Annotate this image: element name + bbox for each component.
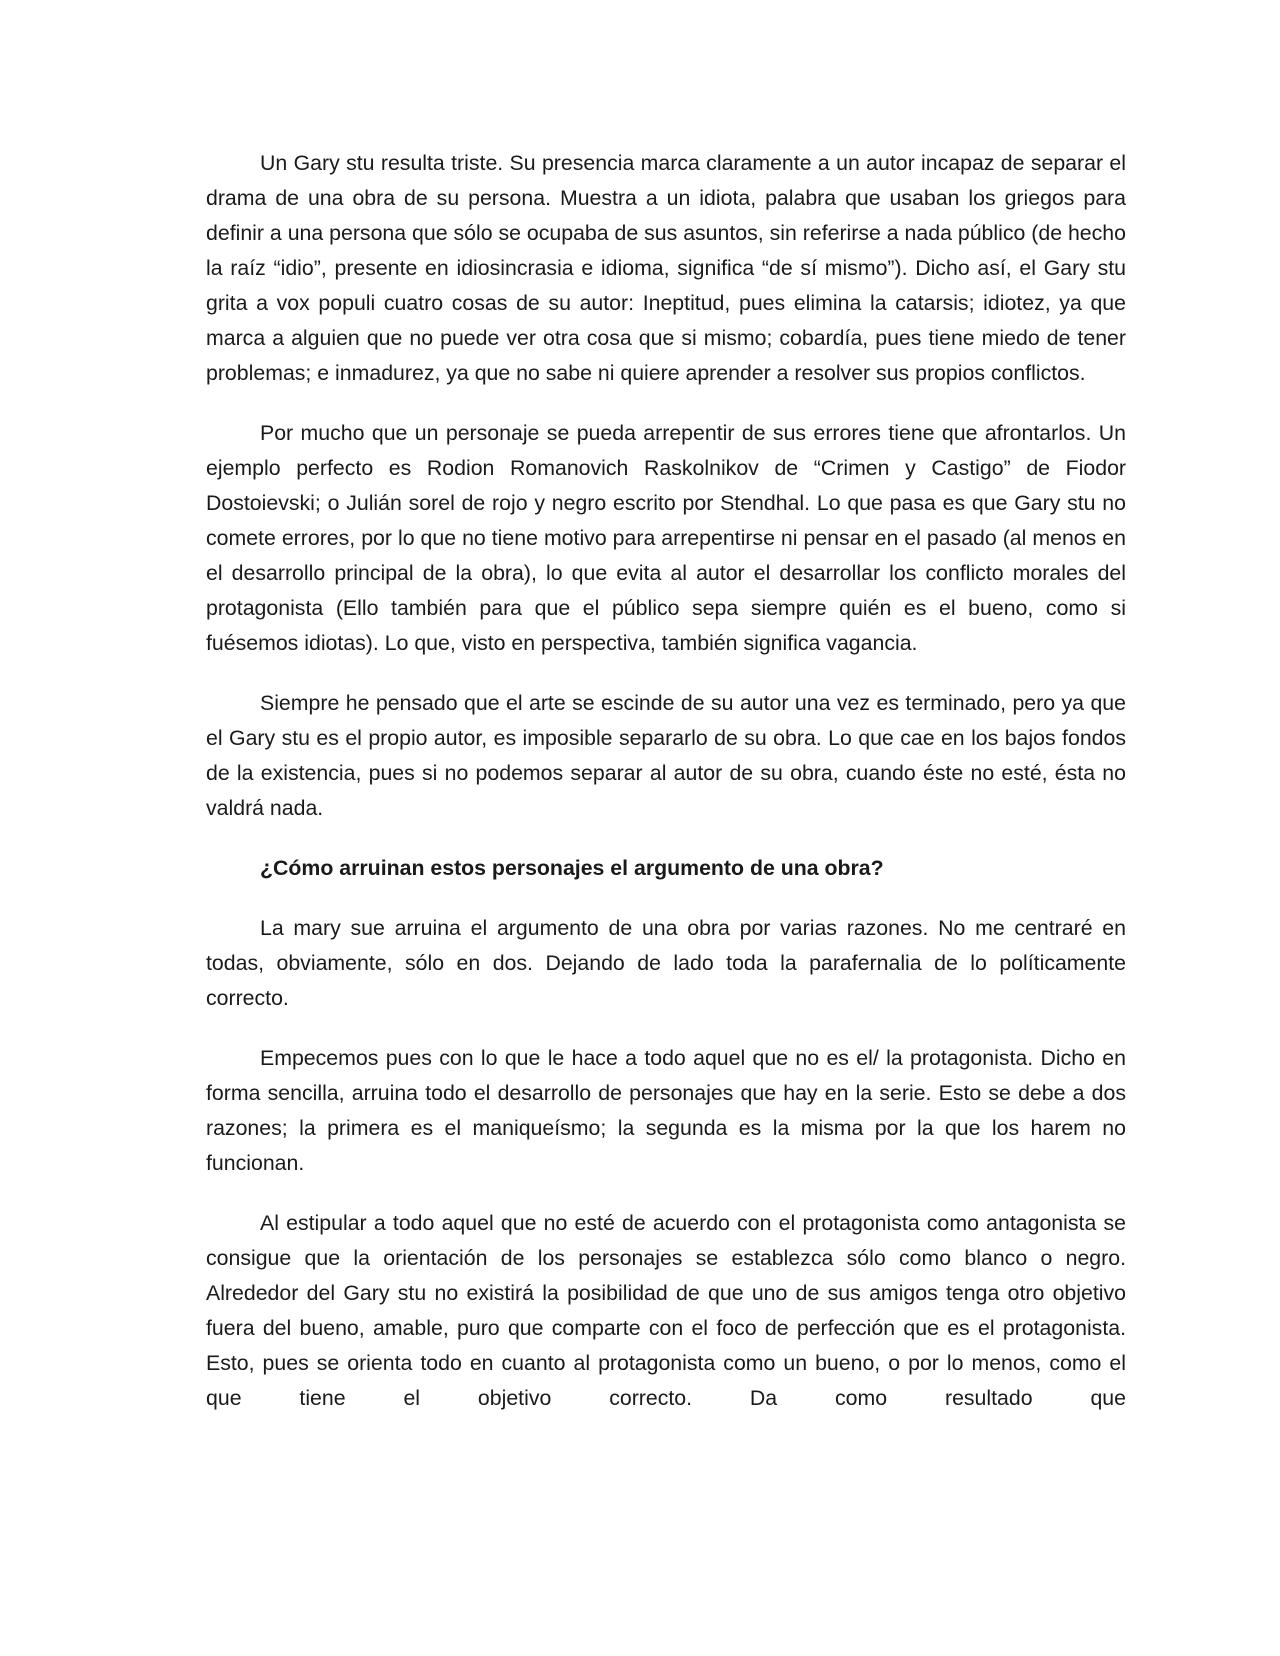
paragraph-2: Por mucho que un personaje se pueda arrepentir de sus errores tiene que afrontarlos. Un ejemplo perfecto es Rodion Romanovich Raskolnikov de “Crimen y Castigo” de Fiodor Dostoievski; o Julián sorel de rojo y negro escrito por Stendhal. Lo que pasa es que Gary stu no comete errores, por lo que no tiene motivo para arrepentirse ni pensar en el pasado (al menos en el desarrollo principal de la obra), lo que evita al autor el desarrollar los conflicto morales del protagonista (Ello también para que el público sepa siempre quién es el bueno, como si fuésemos idiotas). Lo que, visto en perspectiva, también significa vagancia. xyxy=(206,421,1126,655)
paragraph-1: Un Gary stu resulta triste. Su presencia marca claramente a un autor incapaz de separar el drama de una obra de su persona. Muestra a un idiota, palabra que usaban los griegos para definir a una persona que sólo se ocupaba de sus asuntos, sin referirse a nada público (de hecho la raíz “idio”, presente en idiosincrasia e idioma, significa “de sí mismo”). Dicho así, el Gary stu grita a vox populi cuatro cosas de su autor: Ineptitud, pues elimina la catarsis; idiotez, ya que marca a alguien que no puede ver otra cosa que si mismo; cobardía, pues tiene miedo de tener problemas; e inmadurez, ya que no sabe ni quiere aprender a resolver sus propios conflictos. xyxy=(206,151,1126,385)
paragraph-5: Empecemos pues con lo que le hace a todo aquel que no es el/ la protagonista. Dicho en forma sencilla, arruina todo el desarrollo de personajes que hay en la serie. Esto se debe a dos razones; la primera es el maniqueísmo; la segunda es la misma por la que los harem no funcionan. xyxy=(206,1046,1126,1175)
paragraph-4: La mary sue arruina el argumento de una obra por varias razones. No me centraré en todas, obviamente, sólo en dos. Dejando de lado toda la parafernalia de lo políticamente correcto. xyxy=(206,916,1126,1010)
document-body xyxy=(206,146,1126,1441)
section-heading: ¿Cómo arruinan estos personajes el argumento de una obra? xyxy=(260,856,884,880)
paragraph-3: Siempre he pensado que el arte se escinde de su autor una vez es terminado, pero ya que el Gary stu es el propio autor, es imposible separarlo de su obra. Lo que cae en los bajos fondos de la existencia, pues si no podemos separar al autor de su obra, cuando éste no esté, ésta no valdrá nada. xyxy=(206,691,1126,820)
paragraph-6: Al estipular a todo aquel que no esté de acuerdo con el protagonista como antagonista se consigue que la orientación de los personajes se establezca sólo como blanco o negro. Alrededor del Gary stu no existirá la posibilidad de que uno de sus amigos tenga otro objetivo fuera del bueno, amable, puro que comparte con el foco de perfección que es el protagonista. Esto, pues se orienta todo en cuanto al protagonista como un bueno, o por lo menos, como el que tiene el objetivo correcto. Da como resultado que xyxy=(206,1211,1126,1410)
